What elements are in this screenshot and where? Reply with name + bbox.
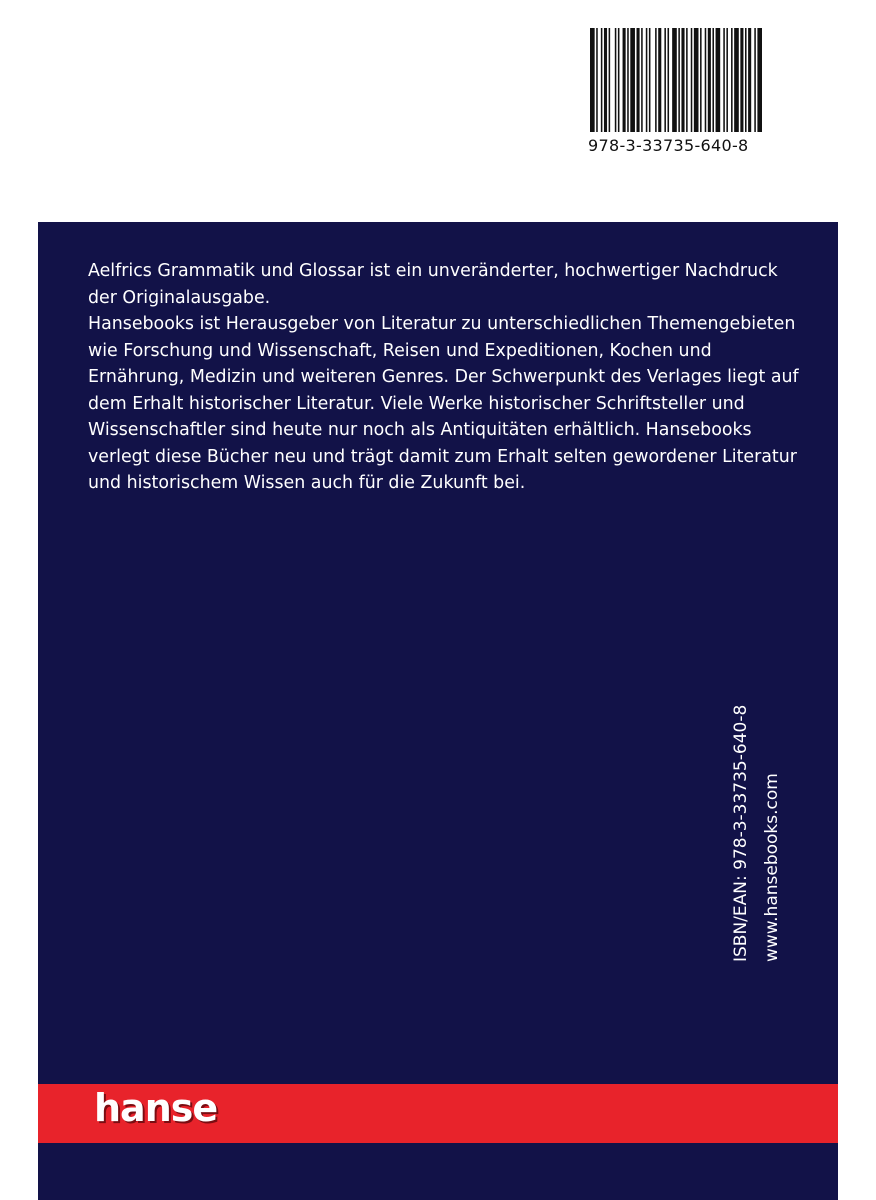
back-cover-panel [38, 222, 838, 1200]
barcode-icon [588, 28, 762, 132]
hanse-logo: hanse [94, 1086, 218, 1130]
barcode-number: 978-3-33735-640-8 [588, 136, 749, 155]
book-description [88, 258, 808, 497]
vertical-info [726, 705, 788, 962]
description-paragraph-2: Hansebooks ist Herausgeber von Literatur zu unterschiedlichen Themengebieten wie Forschung und Wissenschaft, Reisen und Expeditionen, Kochen und Ernährung, Medizin und weiteren Genres. Der Schwerpunkt des Verlages liegt auf dem Erhalt historischer Literatur. Viele Werke historischer Schriftsteller und Wissenschaftler sind heute nur noch als Antiquitäten erhältlich. Hansebooks verlegt diese Bücher neu und trägt damit zum Erhalt selten gewordener Literatur und historischem Wissen auch für die Zukunft bei. [88, 314, 799, 493]
isbn-text: ISBN/EAN: 978-3-33735-640-8 [731, 704, 751, 962]
website-text: www.hansebooks.com [762, 773, 782, 962]
description-paragraph-1: Aelfrics Grammatik und Glossar ist ein unveränderter, hochwertiger Nachdruck der Originalausgabe. [88, 261, 778, 308]
barcode-area [588, 28, 764, 155]
brand-band [38, 1084, 838, 1143]
